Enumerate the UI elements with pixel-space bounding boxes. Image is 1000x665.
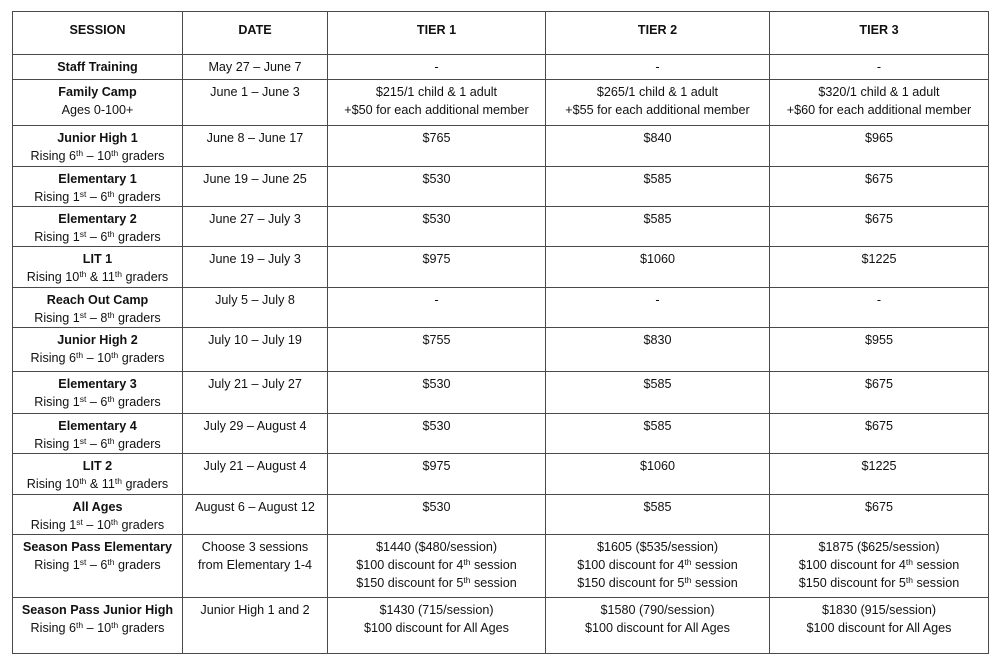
cell-line: $1225 <box>861 252 897 266</box>
session-subtitle: Rising 1st – 6th graders <box>34 189 161 204</box>
cell-line: $530 <box>422 419 451 433</box>
date-cell <box>183 207 328 247</box>
tier-1-price-cell <box>328 207 546 247</box>
session-subtitle: Rising 10th & 11th graders <box>26 476 169 491</box>
session-name: Staff Training <box>57 60 138 74</box>
tier-2-price-cell <box>546 167 770 207</box>
cell-line: $1605 ($535/session) <box>596 540 719 554</box>
cell-line: $530 <box>422 500 451 514</box>
cell-line: $265/1 child & 1 adult <box>596 85 719 99</box>
tier-1-price-cell <box>328 495 546 535</box>
session-name: Season Pass Elementary <box>22 540 173 554</box>
cell-line: August 6 – August 12 <box>195 500 315 514</box>
date-cell <box>183 414 328 454</box>
cell-line: $585 <box>643 212 672 226</box>
cell-line: from Elementary 1-4 <box>197 558 313 572</box>
cell-line: $530 <box>422 377 451 391</box>
cell-line: $150 discount for 5th session <box>798 575 960 590</box>
cell-line: $530 <box>422 212 451 226</box>
table-row <box>13 535 989 598</box>
session-cell <box>13 247 183 288</box>
session-cell <box>13 328 183 372</box>
cell-line: June 1 – June 3 <box>210 85 300 99</box>
date-cell <box>183 598 328 654</box>
cell-line: $100 discount for All Ages <box>806 621 952 635</box>
cell-line: $1225 <box>861 459 897 473</box>
table-row <box>13 167 989 207</box>
cell-line: $215/1 child & 1 adult <box>375 85 498 99</box>
session-cell <box>13 598 183 654</box>
session-name: Junior High 2 <box>57 333 138 347</box>
cell-line: $675 <box>864 212 894 226</box>
table-row <box>13 598 989 654</box>
cell-line: +$55 for each additional member <box>565 103 750 117</box>
date-cell <box>183 167 328 207</box>
cell-line: $530 <box>422 172 451 186</box>
cell-line: June 8 – June 17 <box>206 131 304 145</box>
cell-line: +$60 for each additional member <box>786 103 972 117</box>
tier-1-price-cell <box>328 535 546 598</box>
cell-line: $150 discount for 5th session <box>356 575 517 590</box>
tier-2-price-cell <box>546 55 770 80</box>
cell-line: $1830 (915/session) <box>821 603 937 617</box>
date-cell <box>183 288 328 328</box>
table-row <box>13 288 989 328</box>
tier-2-price-cell <box>546 80 770 126</box>
tier-3-price-cell <box>770 598 989 654</box>
cell-line: $1440 ($480/session) <box>375 540 498 554</box>
tier-1-price-cell <box>328 80 546 126</box>
cell-line: $100 discount for 4th session <box>356 557 517 572</box>
date-cell <box>183 454 328 495</box>
cell-line: - <box>434 60 439 74</box>
session-subtitle: Rising 1st – 10th graders <box>30 517 165 532</box>
cell-line: - <box>876 60 882 74</box>
cell-line: $320/1 child & 1 adult <box>818 85 940 99</box>
tier-3-price-cell <box>770 414 989 454</box>
tier-3-price-cell <box>770 55 989 80</box>
tier-1-price-cell <box>328 414 546 454</box>
tier-1-price-cell <box>328 598 546 654</box>
cell-line: $1430 (715/session) <box>379 603 494 617</box>
session-cell <box>13 55 183 80</box>
session-cell <box>13 207 183 247</box>
tier-2-price-cell <box>546 454 770 495</box>
session-subtitle: Rising 6th – 10th graders <box>30 148 165 163</box>
session-name: LIT 1 <box>82 252 113 266</box>
cell-line: - <box>434 293 439 307</box>
cell-line: July 5 – July 8 <box>215 293 295 307</box>
cell-line: $100 discount for All Ages <box>364 621 509 635</box>
cell-line: $955 <box>864 333 894 347</box>
tier-2-price-cell <box>546 535 770 598</box>
cell-line: $585 <box>643 500 672 514</box>
tier-3-price-cell <box>770 454 989 495</box>
session-name: Reach Out Camp <box>46 293 149 307</box>
session-subtitle: Rising 1st – 8th graders <box>34 310 161 325</box>
tier-3-price-cell <box>770 80 989 126</box>
cell-line: Choose 3 sessions <box>201 540 309 554</box>
cell-line: July 21 – July 27 <box>208 377 302 391</box>
cell-line: +$50 for each additional member <box>344 103 529 117</box>
tier-3-price-cell <box>770 167 989 207</box>
tier-1-price-cell <box>328 288 546 328</box>
cell-line: May 27 – June 7 <box>208 60 302 74</box>
tier-2-price-cell <box>546 372 770 414</box>
cell-line: $675 <box>864 172 894 186</box>
session-name: LIT 2 <box>82 459 113 473</box>
tier-2-price-cell <box>546 495 770 535</box>
cell-line: $100 discount for 4th session <box>577 557 738 572</box>
cell-line: $675 <box>864 377 894 391</box>
table-row <box>13 454 989 495</box>
session-name: All Ages <box>72 500 123 514</box>
date-cell <box>183 495 328 535</box>
tier-2-price-cell <box>546 328 770 372</box>
cell-line: $150 discount for 5th session <box>577 575 738 590</box>
cell-line: Junior High 1 and 2 <box>200 603 310 617</box>
cell-line: $100 discount for 4th session <box>798 557 960 572</box>
session-subtitle: Ages 0-100+ <box>61 103 134 117</box>
cell-line: $1060 <box>639 459 676 473</box>
cell-line: July 10 – July 19 <box>208 333 302 347</box>
cell-line: $1580 (790/session) <box>600 603 715 617</box>
tier-2-price-cell <box>546 288 770 328</box>
cell-line: $755 <box>422 333 451 347</box>
date-cell <box>183 372 328 414</box>
session-cell <box>13 372 183 414</box>
header-tier-1: TIER 1 <box>328 12 546 55</box>
session-subtitle: Rising 10th & 11th graders <box>26 269 169 284</box>
header-row <box>13 12 989 55</box>
date-cell <box>183 247 328 288</box>
date-cell <box>183 328 328 372</box>
session-cell <box>13 495 183 535</box>
session-name: Elementary 2 <box>58 212 137 226</box>
table-row <box>13 126 989 167</box>
cell-line: $675 <box>864 500 894 514</box>
header-tier-2: TIER 2 <box>546 12 770 55</box>
cell-line: - <box>655 60 660 74</box>
tier-3-price-cell <box>770 288 989 328</box>
tier-2-price-cell <box>546 598 770 654</box>
cell-line: July 29 – August 4 <box>203 419 307 433</box>
tier-1-price-cell <box>328 167 546 207</box>
cell-line: $585 <box>643 419 672 433</box>
table-row <box>13 207 989 247</box>
session-cell <box>13 535 183 598</box>
tier-3-price-cell <box>770 247 989 288</box>
session-subtitle: Rising 1st – 6th graders <box>34 229 161 244</box>
session-cell <box>13 126 183 167</box>
cell-line: June 27 – July 3 <box>209 212 301 226</box>
cell-line: $1875 ($625/session) <box>818 540 940 554</box>
tier-1-price-cell <box>328 55 546 80</box>
cell-line: July 21 – August 4 <box>203 459 307 473</box>
session-cell <box>13 288 183 328</box>
cell-line: June 19 – July 3 <box>209 252 301 266</box>
tier-1-price-cell <box>328 328 546 372</box>
cell-line: $965 <box>864 131 894 145</box>
cell-line: - <box>876 293 882 307</box>
table-row <box>13 55 989 80</box>
cell-line: $675 <box>864 419 894 433</box>
cell-line: - <box>655 293 660 307</box>
session-cell <box>13 454 183 495</box>
header-session: SESSION <box>13 12 183 55</box>
header-tier-3: TIER 3 <box>770 12 989 55</box>
tier-3-price-cell <box>770 328 989 372</box>
tier-2-price-cell <box>546 126 770 167</box>
date-cell <box>183 55 328 80</box>
cell-line: $765 <box>422 131 451 145</box>
camp-pricing-table <box>12 11 989 654</box>
cell-line: $585 <box>643 377 672 391</box>
table-row <box>13 495 989 535</box>
date-cell <box>183 80 328 126</box>
session-subtitle: Rising 1st – 6th graders <box>34 557 161 572</box>
cell-line: June 19 – June 25 <box>203 172 307 186</box>
session-subtitle: Rising 1st – 6th graders <box>34 436 161 451</box>
session-subtitle: Rising 6th – 10th graders <box>30 620 165 635</box>
session-cell <box>13 167 183 207</box>
cell-line: $975 <box>422 252 451 266</box>
date-cell <box>183 535 328 598</box>
table-row <box>13 414 989 454</box>
tier-2-price-cell <box>546 207 770 247</box>
cell-line: $585 <box>643 172 672 186</box>
tier-2-price-cell <box>546 414 770 454</box>
tier-3-price-cell <box>770 126 989 167</box>
tier-1-price-cell <box>328 126 546 167</box>
table-body <box>13 55 989 654</box>
session-subtitle: Rising 6th – 10th graders <box>30 350 165 365</box>
table-row <box>13 80 989 126</box>
date-cell <box>183 126 328 167</box>
session-name: Elementary 4 <box>58 419 137 433</box>
tier-3-price-cell <box>770 535 989 598</box>
table-row <box>13 247 989 288</box>
session-name: Elementary 1 <box>58 172 137 186</box>
header-date: DATE <box>183 12 328 55</box>
session-name: Family Camp <box>58 85 137 99</box>
tier-2-price-cell <box>546 247 770 288</box>
cell-line: $975 <box>422 459 451 473</box>
table-row <box>13 372 989 414</box>
session-cell <box>13 80 183 126</box>
session-cell <box>13 414 183 454</box>
cell-line: $1060 <box>639 252 676 266</box>
session-name: Elementary 3 <box>58 377 137 391</box>
tier-1-price-cell <box>328 247 546 288</box>
tier-1-price-cell <box>328 454 546 495</box>
tier-3-price-cell <box>770 372 989 414</box>
cell-line: $840 <box>643 131 672 145</box>
session-name: Junior High 1 <box>57 131 138 145</box>
cell-line: $100 discount for All Ages <box>585 621 730 635</box>
table-row <box>13 328 989 372</box>
tier-3-price-cell <box>770 495 989 535</box>
session-subtitle: Rising 1st – 6th graders <box>34 394 161 409</box>
tier-1-price-cell <box>328 372 546 414</box>
session-name: Season Pass Junior High <box>21 603 174 617</box>
tier-3-price-cell <box>770 207 989 247</box>
cell-line: $830 <box>643 333 672 347</box>
